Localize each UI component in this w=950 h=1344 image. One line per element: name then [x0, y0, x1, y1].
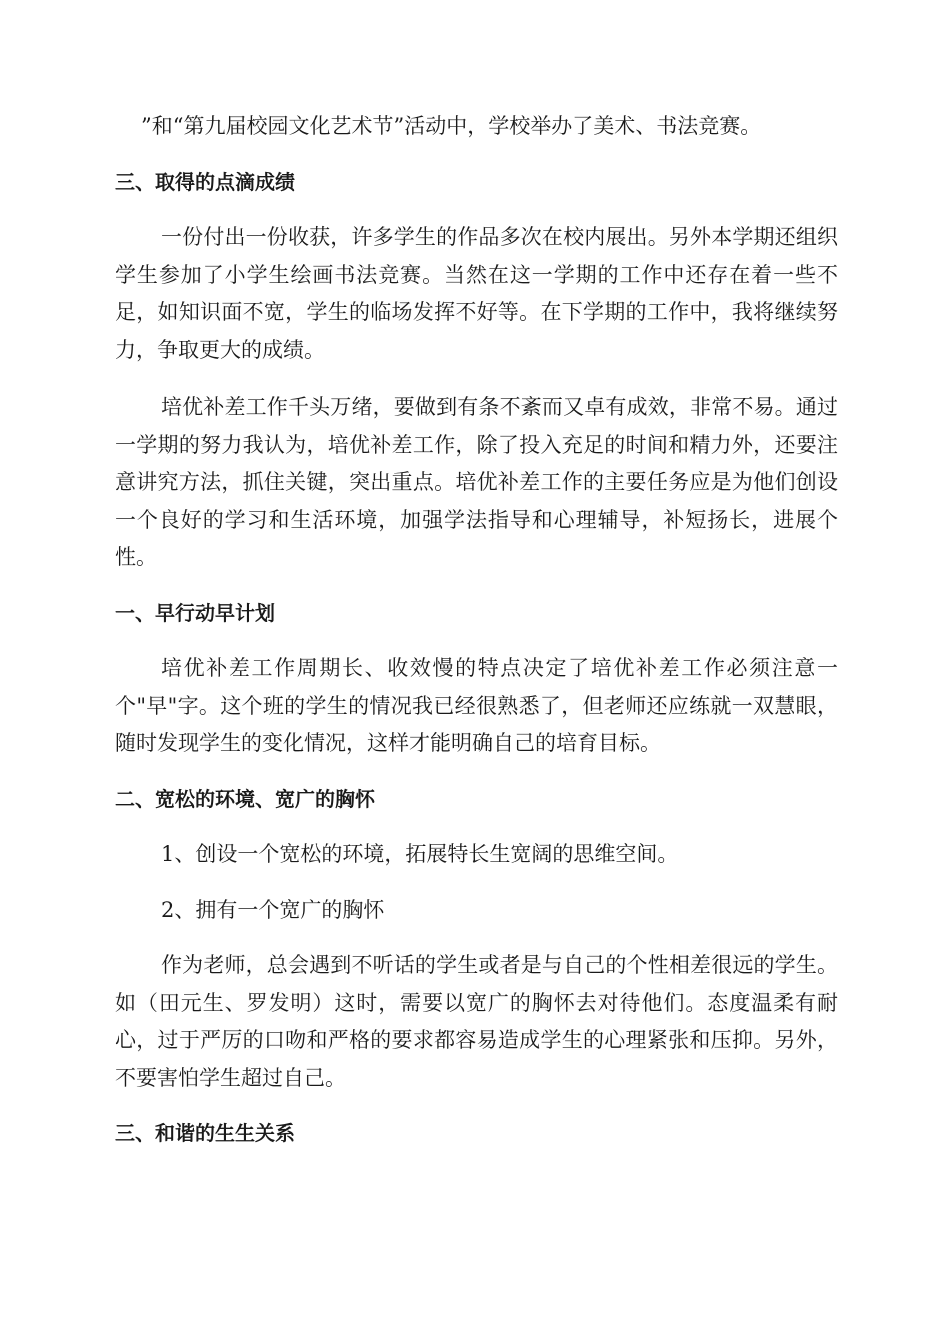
early-plan-paragraph: 培优补差工作周期长、收效慢的特点决定了培优补差工作必须注意一个"早"字。这个班的学生的情况我已经很熟悉了，但老师还应练就一双慧眼，随时发现学生的变化情况，这样才能明确自己的培育目标。 — [115, 656, 838, 755]
section-heading-relationships: 三、和谐的生生关系 — [115, 1121, 295, 1145]
section-heading-early-plan: 一、早行动早计划 — [115, 600, 275, 625]
section-heading-achievements: 三、取得的点滴成绩 — [115, 169, 295, 194]
continuation-paragraph: ”和“第九届校园文化艺术节”活动中，学校举办了美术、书法竞赛。 — [141, 114, 762, 138]
broad-mind-paragraph: 作为老师，总会遇到不听话的学生或者是与自己的个性相差很远的学生。如（田元生、罗发明）这时，需要以宽广的胸怀去对待他们。态度温柔有耐心，过于严厉的口吻和严格的要求都容易造成学生的心理紧张和压抑。另外，不要害怕学生超过自己。 — [115, 953, 838, 1090]
section-heading-environment: 二、宽松的环境、宽广的胸怀 — [115, 786, 375, 811]
list-item-broad-mind: 2、拥有一个宽广的胸怀 — [161, 897, 385, 922]
list-item-environment: 1、创设一个宽松的环境，拓展特长生宽阔的思维空间。 — [161, 842, 679, 866]
achievements-paragraph: 一份付出一份收获，许多学生的作品多次在校内展出。另外本学期还组织学生参加了小学生绘画书法竞赛。当然在这一学期的工作中还存在着一些不足，如知识面不宽，学生的临场发挥不好等。在下学期的工作中，我将继续努力，争取更大的成绩。 — [115, 225, 838, 362]
tutoring-intro-paragraph: 培优补差工作千头万绪，要做到有条不紊而又卓有成效，非常不易。通过一学期的努力我认为，培优补差工作，除了投入充足的时间和精力外，还要注意讲究方法，抓住关键，突出重点。培优补差工作的主要任务应是为他们创设一个良好的学习和生活环境，加强学法指导和心理辅导，补短扬长，进展个性。 — [115, 395, 838, 569]
